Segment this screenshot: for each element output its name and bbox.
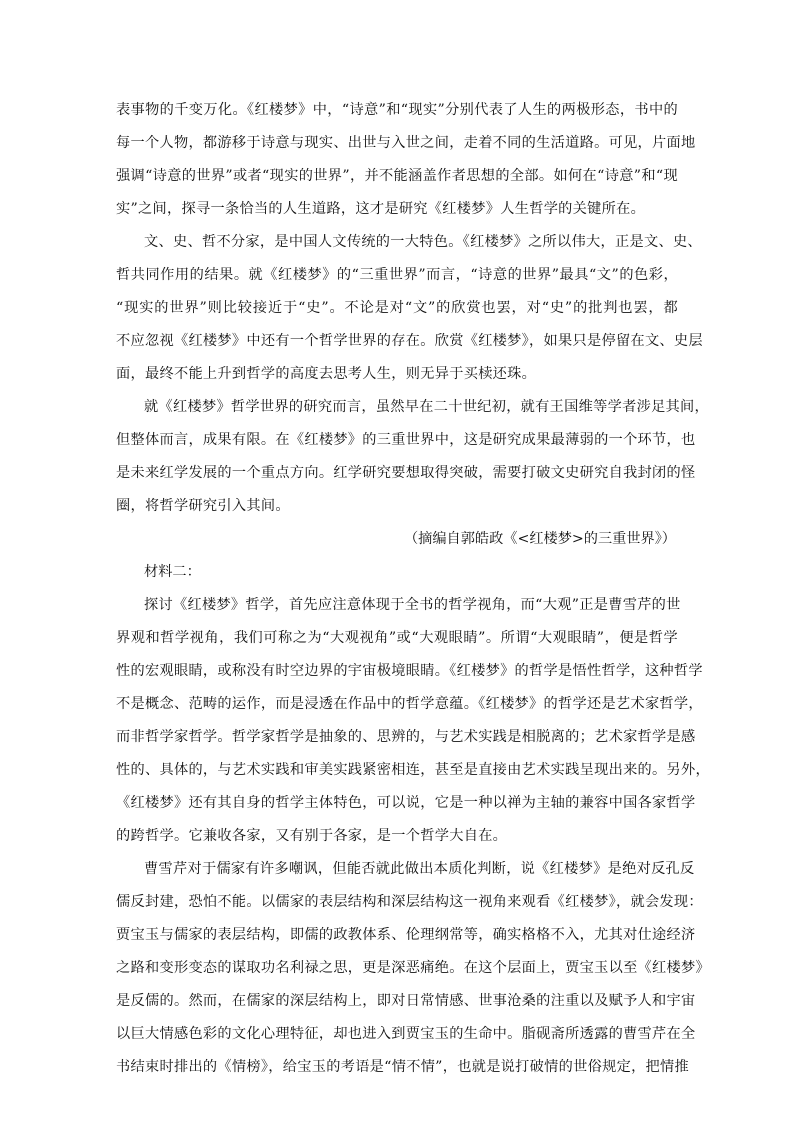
paragraph-4-line-4: 不是概念、范畴的运作，而是浸透在作品中的哲学意蕴。《红楼梦》的哲学还是艺术家哲学， — [116, 696, 703, 712]
paragraph-2-line-4: 不应忽视《红楼梦》中还有一个哲学世界的存在。欣赏《红楼梦》，如果只是停留在文、史层 — [116, 333, 703, 349]
paragraph-4-line-5: 而非哲学家哲学。哲学家哲学是抽象的、思辨的，与艺术实践是相脱离的；艺术家哲学是感 — [116, 729, 696, 745]
paragraph-4-line-6: 性的、具体的，与艺术实践和审美实践紧密相连，甚至是直接由艺术实践呈现出来的。另外， — [116, 762, 710, 778]
paragraph-3-line-3: 是未来红学发展的一个重点方向。红学研究要想取得突破，需要打破文史研究自我封闭的怪 — [116, 465, 696, 481]
paragraph-4-line-3: 性的宏观眼睛，或称没有时空边界的宇宙极境眼睛。《红楼梦》的哲学是悟性哲学，这种哲学 — [116, 663, 703, 679]
paragraph-2-line-1: 文、史、哲不分家，是中国人文传统的一大特色。《红楼梦》之所以伟大，正是文、史、 — [144, 234, 702, 250]
paragraph-5-line-3: 贾宝玉与儒家的表层结构，即儒的政教体系、伦理纲常等，确实格格不入，尤其对仕途经济 — [116, 927, 696, 943]
paragraph-2-line-5: 面，最终不能上升到哲学的高度去思考人生，则无异于买椟还珠。 — [116, 366, 537, 382]
paragraph-4-line-1: 探讨《红楼梦》哲学，首先应注意体现于全书的哲学视角，而“大观”正是曹雪芹的世 — [144, 597, 681, 613]
source-attribution: （摘编自郭皓政《<红楼梦>的三重世界》） — [403, 531, 676, 547]
paragraph-3-line-1: 就《红楼梦》哲学世界的研究而言，虽然早在二十世纪初，就有王国维等学者涉足其间， — [144, 399, 710, 415]
paragraph-5-line-6: 以巨大情感色彩的文化心理特征，却也进入到贾宝玉的生命中。脂砚斋所透露的曹雪芹在全 — [116, 1026, 696, 1042]
paragraph-3-line-4: 圈，将哲学研究引入其间。 — [116, 498, 290, 514]
paragraph-4-line-2: 界观和哲学视角，我们可称之为“大观视角”或“大观眼睛”。所谓“大观眼睛”，便是哲学 — [116, 630, 678, 646]
paragraph-4-line-8: 的跨哲学。它兼收各家，又有别于各家，是一个哲学大自在。 — [116, 828, 508, 844]
paragraph-5-line-2: 儒反封建，恐怕不能。以儒家的表层结构和深层结构这一视角来观看《红楼梦》，就会发现： — [116, 894, 703, 910]
paragraph-1-line-4: 实”之间，探寻一条恰当的人生道路，这才是研究《红楼梦》人生哲学的关键所在。 — [116, 201, 646, 217]
paragraph-2-line-3: “现实的世界”则比较接近于“史”。不论是对“文”的欣赏也罢，对“史”的批判也罢，都 — [116, 300, 678, 316]
paragraph-5-line-7: 书结束时排出的《情榜》，给宝玉的考语是“情不情”，也就是说打破情的世俗规定，把情推 — [116, 1059, 690, 1075]
paragraph-1-line-2: 每一个人物，都游移于诗意与现实、出世与入世之间，走着不同的生活道路。可见，片面地 — [116, 135, 696, 151]
paragraph-2-line-2: 哲共同作用的结果。就《红楼梦》的“三重世界”而言，“诗意的世界”最具“文”的色彩， — [116, 267, 678, 283]
paragraph-1-line-1: 表事物的千变万化。《红楼梦》中，“诗意”和“现实”分别代表了人生的两极形态，书中的 — [116, 102, 678, 118]
section-label: 材料二： — [144, 564, 201, 580]
paragraph-1-line-3: 强调“诗意的世界”或者“现实的世界”，并不能涵盖作者思想的全部。如何在“诗意”和“现 — [116, 168, 678, 184]
paragraph-3-line-2: 但整体而言，成果有限。在《红楼梦》的三重世界中，这是研究成果最薄弱的一个环节，也 — [116, 432, 696, 448]
paragraph-5-line-5: 是反儒的。然而，在儒家的深层结构上，即对日常情感、世事沧桑的注重以及赋予人和宇宙 — [116, 993, 696, 1009]
paragraph-5-line-1: 曹雪芹对于儒家有许多嘲讽，但能否就此做出本质化判断，说《红楼梦》是绝对反孔反 — [144, 861, 695, 877]
paragraph-5-line-4: 之路和变形变态的谋取功名利禄之思，更是深恶痛绝。在这个层面上，贾宝玉以至《红楼梦》 — [116, 960, 710, 976]
paragraph-4-line-7: 《红楼梦》还有其自身的哲学主体特色，可以说，它是一种以禅为主轴的兼容中国各家哲学 — [116, 795, 696, 811]
